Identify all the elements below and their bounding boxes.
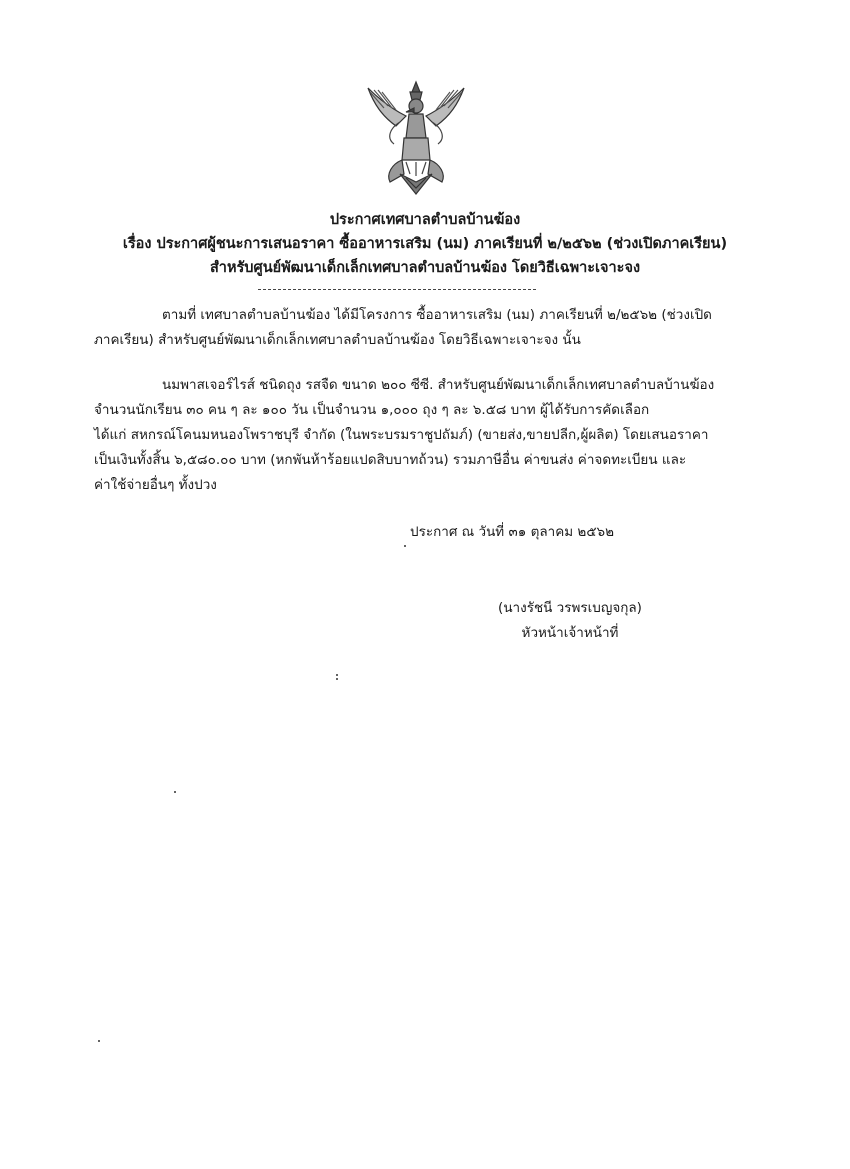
heading-title: ประกาศเทศบาลตำบลบ้านฆ้อง xyxy=(329,212,521,228)
document-heading xyxy=(60,208,790,280)
paragraph-intro xyxy=(94,303,726,353)
heading-divider xyxy=(258,289,536,290)
paragraph-line: ตามที่ เทศบาลตำบลบ้านฆ้อง ได้มีโครงการ ซื้ออาหารเสริม (นม) ภาคเรียนที่ ๒/๒๕๖๒ (ช่วงเปิด xyxy=(162,307,712,323)
heading-subtitle: สำหรับศูนย์พัฒนาเด็กเล็กเทศบาลตำบลบ้านฆ้อง โดยวิธีเฉพาะเจาะจง xyxy=(209,260,641,276)
signer-position: หัวหน้าเจ้าหน้าที่ xyxy=(521,625,619,641)
paragraph-line: เป็นเงินทั้งสิ้น ๖,๕๘๐.๐๐ บาท (หกพันห้าร้อยแปดสิบบาทถ้วน) รวมภาษีอื่น ค่าขนส่ง ค่าจดทะเบียน และ xyxy=(94,452,687,468)
announcement-date: ประกาศ ณ วันที่ ๓๑ ตุลาคม ๒๕๖๒ xyxy=(410,524,615,540)
signature-block xyxy=(470,596,670,646)
scan-speck xyxy=(98,1040,100,1042)
scan-speck xyxy=(404,545,406,547)
paragraph-line: ภาคเรียน) สำหรับศูนย์พัฒนาเด็กเล็กเทศบาลตำบลบ้านฆ้อง โดยวิธีเฉพาะเจาะจง นั้น xyxy=(94,332,581,348)
signer-name: (นางรัชนี วรพรเบญจกุล) xyxy=(498,600,642,616)
paragraph-award xyxy=(94,373,726,498)
garuda-emblem-icon xyxy=(360,78,472,196)
paragraph-line: ได้แก่ สหกรณ์โคนมหนองโพราชบุรี จำกัด (ในพระบรมราชูปถัมภ์) (ขายส่ง,ขายปลีก,ผู้ผลิต) โดยเสนอราคา xyxy=(94,427,709,443)
paragraph-line: นมพาสเจอร์ไรส์ ชนิดถุง รสจืด ขนาด ๒๐๐ ซีซี. สำหรับศูนย์พัฒนาเด็กเล็กเทศบาลตำบลบ้านฆ้อง xyxy=(162,377,715,393)
paragraph-line: ค่าใช้จ่ายอื่นๆ ทั้งปวง xyxy=(94,477,217,493)
heading-subject: เรื่อง ประกาศผู้ชนะการเสนอราคา ซื้ออาหารเสริม (นม) ภาคเรียนที่ ๒/๒๕๖๒ (ช่วงเปิดภาคเรียน) xyxy=(122,236,728,252)
scan-speck xyxy=(336,678,338,680)
paragraph-line: จำนวนนักเรียน ๓๐ คน ๆ ละ ๑๐๐ วัน เป็นจำนวน ๑,๐๐๐ ถุง ๆ ละ ๖.๕๘ บาท ผู้ได้รับการคัดเลือก xyxy=(94,402,650,418)
scan-speck xyxy=(336,674,338,676)
scan-speck xyxy=(174,791,176,793)
